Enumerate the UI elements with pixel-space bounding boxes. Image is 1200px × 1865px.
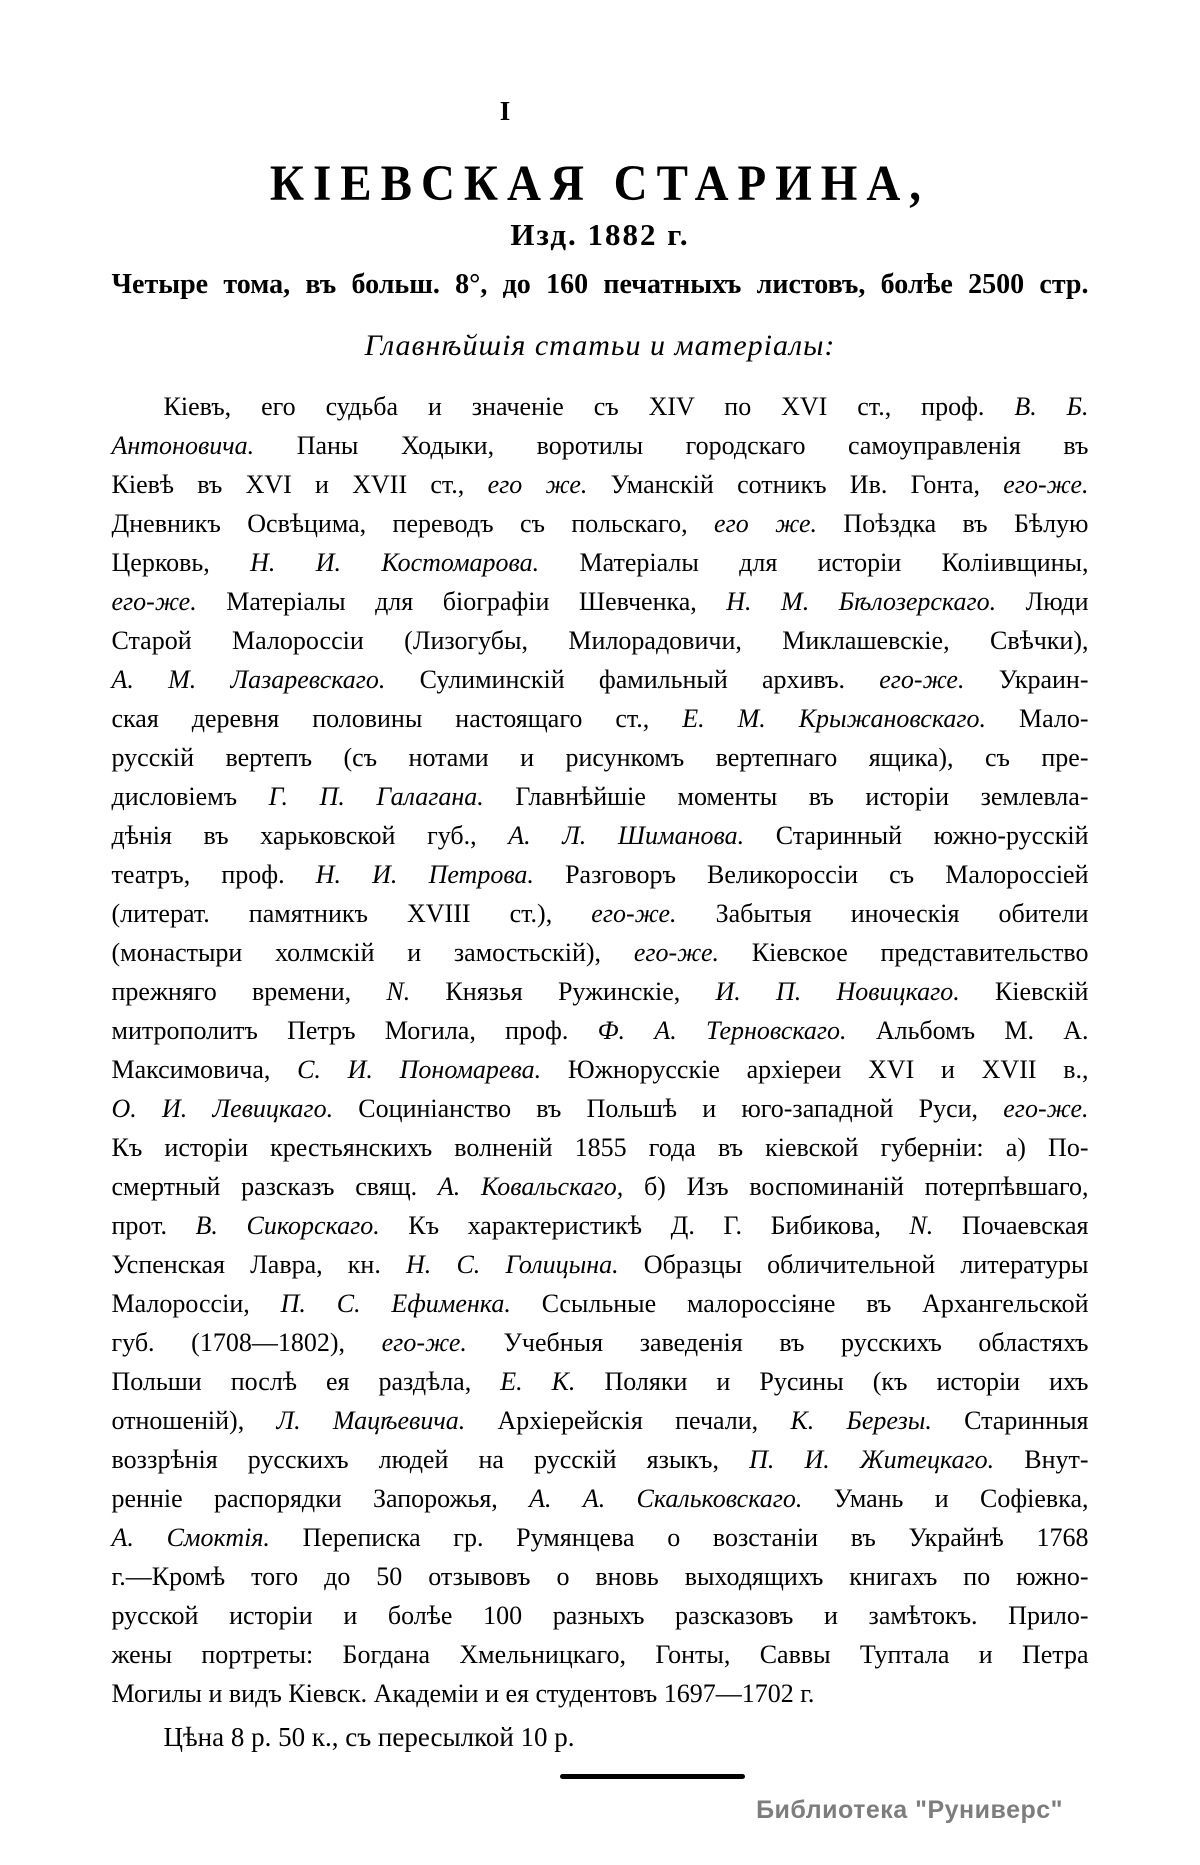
text-segment: смертный разсказъ свящ. [111,1172,438,1201]
text-segment: Южнорусскіе архіереи XVI и XVII в., [541,1055,1089,1084]
author-name-italic: А. А. Скальковскаго. [529,1484,803,1513]
author-name-italic: Ф. А. Терновскаго. [597,1016,847,1045]
author-name-italic: его-же. [591,899,677,928]
volumes-line: Четыре тома, въ больш. 8°, до 160 печатныхъ листовъ, болѣе 2500 стр. [111,269,1089,300]
text-segment: отношеній), [111,1406,277,1435]
text-segment: Архіерейскія печали, [465,1406,791,1435]
text-segment: (монастыри холмскій и замостьскій), [111,938,634,967]
end-rule-divider [560,1774,745,1779]
body-line [112,465,1089,504]
text-segment: Ссыльные малороссіяне въ Архангельской [510,1289,1089,1318]
body-line [112,738,1089,777]
author-name-italic: Л. Мацѣевича. [276,1406,466,1435]
text-segment: Церковь, [111,548,251,577]
author-name-italic: его же. [714,509,818,538]
author-name-italic: А. Ковальскаго, [437,1172,624,1201]
author-name-italic: его-же. [1003,1094,1089,1123]
text-segment: Князья Ружинскіе, [410,977,716,1006]
author-name-italic: А. Смоктія. [111,1523,270,1552]
price-line: Цѣна 8 р. 50 к., съ пересылкой 10 р. [163,1722,575,1752]
body-line [112,387,1089,426]
body-line [112,1167,1089,1206]
text-segment: театръ, проф. [111,860,316,889]
text-segment: Кіевъ, его судьба и значеніе съ XIV по XVI ст., проф. [163,392,1015,421]
text-segment: Переписка гр. Румянцева о возстаніи въ Украйнѣ 1768 [269,1523,1089,1552]
author-name-italic: Е. К. [500,1367,576,1396]
text-segment: Умань и Софіевка, [802,1484,1089,1513]
text-segment: Сулиминскій фамильный архивъ. [385,665,880,694]
author-name-italic: Антоновича. [111,431,255,460]
text-segment: Кіевскій [959,977,1089,1006]
text-segment: Альбомъ М. А. [846,1016,1089,1045]
page-number: I [499,96,511,126]
text-segment: дѣнія въ харьковской губ., [111,821,509,850]
author-name-italic: А. Л. Шиманова. [508,821,745,850]
author-name-italic: Н. С. Голицына. [406,1250,619,1279]
text-segment: ская деревня половины настоящаго ст., [111,704,683,733]
text-segment: Старой Малороссіи (Лизогубы, Милорадовичи, Миклашевскіе, Свѣчки), [111,626,1089,655]
author-name-italic: его-же. [1003,470,1089,499]
author-name-italic: его-же. [111,587,197,616]
author-name-italic: В. Б. [1014,392,1089,421]
body-line [112,1635,1089,1674]
text-segment: Дневникъ Освѣцима, переводъ съ польскаго, [111,509,715,538]
body-line [112,543,1089,582]
text-segment: Уманскій сотникъ Ив. Гонта, [587,470,1004,499]
body-line [112,1128,1089,1167]
text-segment: ренніе распорядки Запорожья, [111,1484,530,1513]
body-line [112,933,1089,972]
text-segment: Внут- [994,1445,1089,1474]
author-name-italic: П. И. Житецкаго. [749,1445,995,1474]
author-name-italic: его-же. [633,938,720,967]
text-segment: Учебныя заведенія въ русскихъ областяхъ [466,1328,1089,1357]
author-name-italic: Н. И. Костомарова. [250,548,540,577]
text-segment: Поляки и Русины (къ исторіи ихъ [575,1367,1089,1396]
body-line [112,816,1089,855]
author-name-italic: N. [386,977,411,1006]
body-line [112,1245,1089,1284]
text-segment: Старинныя [931,1406,1089,1435]
author-name-italic: А. М. Лазаревскаго. [111,665,386,694]
author-name-italic: Г. П. Галагана. [268,782,484,811]
author-name-italic: его же. [487,470,588,499]
text-segment: русской исторіи и болѣе 100 разныхъ разсказовъ и замѣтокъ. Прило- [111,1601,1089,1630]
body-line [112,1401,1089,1440]
text-segment: (литерат. памятникъ XVIII ст.), [111,899,592,928]
body-line [112,894,1089,933]
text-segment: Украин- [964,665,1089,694]
edition-line: Изд. 1882 г. [510,217,690,252]
text-segment: Кіевское представительство [719,938,1089,967]
author-name-italic: О. И. Левицкаго. [111,1094,334,1123]
body-line [112,855,1089,894]
text-segment: Главнѣйшіе моменты въ исторіи землевла- [483,782,1089,811]
text-segment: Польши послѣ ея раздѣла, [111,1367,501,1396]
author-name-italic: Н. И. Петрова. [315,860,534,889]
body-line [112,1596,1089,1635]
text-segment: Забытыя иноческія обители [676,899,1089,928]
text-segment: Максимовича, [111,1055,298,1084]
text-segment: Паны Ходыки, воротилы городскаго самоуправленія въ [254,431,1089,460]
body-line [112,1362,1089,1401]
author-name-italic: N. [909,1211,934,1240]
author-name-italic: Е. М. Крыжановскаго. [682,704,986,733]
text-segment: дисловіемъ [111,782,269,811]
author-name-italic: Н. М. Бѣлозерскаго. [726,587,997,616]
book-description-text [112,387,1089,1713]
body-line [112,1518,1089,1557]
body-line [112,1557,1089,1596]
author-name-italic: И. П. Новицкаго. [715,977,960,1006]
text-segment: Поѣздка въ Бѣлую [817,509,1089,538]
body-line [112,621,1089,660]
author-name-italic: В. Сикорскаго. [195,1211,380,1240]
book-title: КІЕВСКАЯ СТАРИНА, [269,155,931,213]
text-segment: Мало- [986,704,1089,733]
body-line [112,1674,1089,1713]
text-segment: Къ характеристикѣ Д. Г. Бибикова, [379,1211,910,1240]
author-name-italic: К. Березы. [790,1406,932,1435]
body-line [112,1089,1089,1128]
text-segment: Почаевская [933,1211,1089,1240]
author-name-italic: С. И. Пономарева. [297,1055,542,1084]
text-segment: г.—Кромѣ того до 50 отзывовъ о вновь выходящихъ книгахъ по южно- [111,1562,1089,1591]
body-line [112,1206,1089,1245]
body-line [112,1440,1089,1479]
author-name-italic: П. С. Ефименка. [280,1289,511,1318]
text-segment: Кіевѣ въ XVI и XVII ст., [111,470,488,499]
library-watermark: Библиотека "Руниверс" [756,1796,1063,1824]
body-line [112,972,1089,1011]
text-segment: б) Изъ воспоминаній потерпѣвшаго, [623,1172,1089,1201]
text-segment: митрополитъ Петръ Могила, проф. [111,1016,598,1045]
text-segment: русскій вертепъ (съ нотами и рисункомъ вертепнаго ящика), съ пре- [111,743,1089,772]
body-line [112,699,1089,738]
body-line [112,582,1089,621]
body-line [112,1479,1089,1518]
text-segment: прот. [111,1211,196,1240]
text-segment: губ. (1708—1802), [111,1328,382,1357]
body-line [112,1050,1089,1089]
text-segment: Къ исторіи крестьянскихъ волненій 1855 года въ кіевской губерніи: а) По- [111,1133,1089,1162]
text-segment: прежняго времени, [111,977,387,1006]
author-name-italic: его-же. [879,665,965,694]
body-line [112,1284,1089,1323]
author-name-italic: его-же. [381,1328,467,1357]
text-segment: Матеріалы для біографіи Шевченка, [196,587,727,616]
text-segment: Старинный южно-русскій [744,821,1089,850]
body-line [112,1011,1089,1050]
body-line [112,426,1089,465]
text-segment: Матеріалы для исторіи Коліивщины, [539,548,1089,577]
body-line [112,1323,1089,1362]
text-segment: Успенская Лавра, кн. [111,1250,407,1279]
contents-subtitle: Главнѣйшія статьи и матеріалы: [364,329,836,362]
body-line [112,504,1089,543]
text-segment: воззрѣнія русскихъ людей на русскій языкъ, [111,1445,750,1474]
text-segment: Малороссіи, [111,1289,281,1318]
text-segment: Социніанство въ Польшѣ и юго-западной Руси, [333,1094,1004,1123]
text-segment: Образцы обличительной литературы [618,1250,1089,1279]
text-segment: жены портреты: Богдана Хмельницкаго, Гонты, Саввы Туптала и Петра [111,1640,1089,1669]
body-line [112,660,1089,699]
text-segment: Могилы и видъ Кіевск. Академіи и ея студентовъ 1697—1702 г. [111,1679,815,1708]
text-segment: Разговоръ Великороссіи съ Малороссіей [533,860,1089,889]
text-segment: Люди [996,587,1089,616]
body-line [112,777,1089,816]
